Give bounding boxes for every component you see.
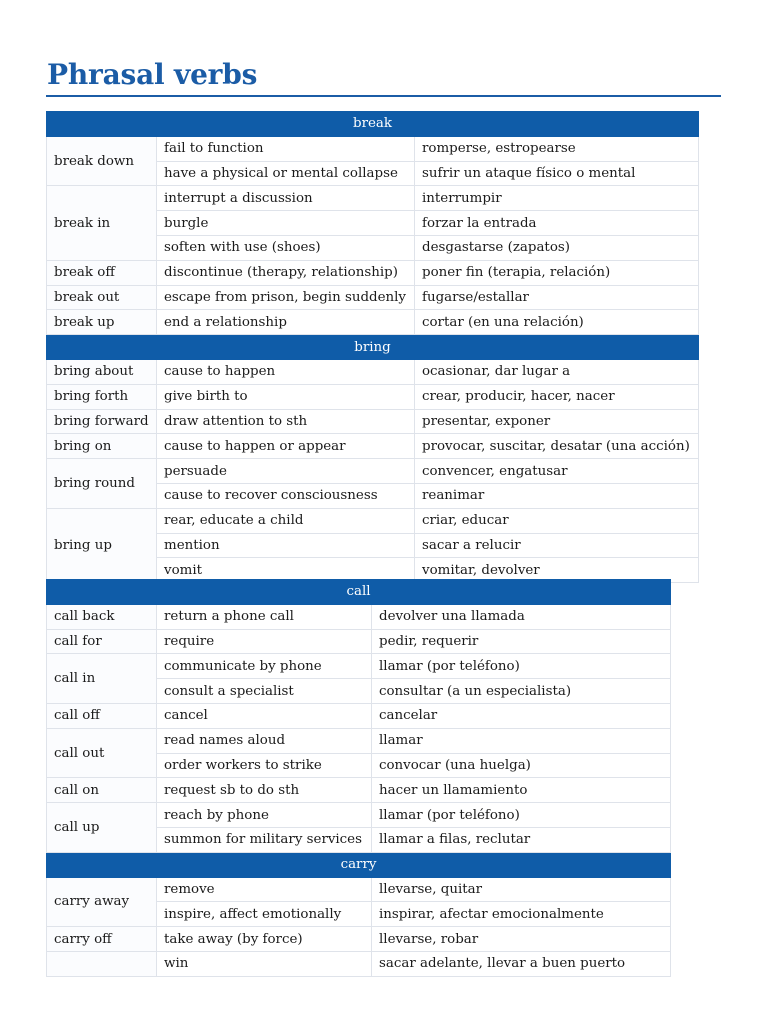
meaning-cell: take away (by force) — [157, 927, 372, 952]
phrasal-verb-cell: bring about — [47, 359, 157, 384]
phrasal-verb-cell: call on — [47, 778, 157, 803]
meaning-cell: communicate by phone — [157, 654, 372, 679]
phrasal-verb-cell: carry off — [47, 927, 157, 952]
meaning-cell: discontinue (therapy, relationship) — [157, 260, 415, 285]
translation-cell: crear, producir, hacer, nacer — [415, 384, 699, 409]
section-heading: call — [47, 580, 671, 605]
table-row — [47, 703, 671, 728]
meaning-cell: inspire, affect emotionally — [157, 902, 372, 927]
section-header-row — [47, 335, 699, 360]
table-row — [47, 384, 699, 409]
table-row — [47, 654, 671, 679]
meaning-cell: mention — [157, 533, 415, 558]
table-row — [47, 604, 671, 629]
table-row — [47, 409, 699, 434]
table-row — [47, 359, 699, 384]
translation-cell: reanimar — [415, 483, 699, 508]
translation-cell: llevarse, robar — [372, 927, 671, 952]
phrasal-verb-cell: bring forth — [47, 384, 157, 409]
translation-cell: llamar a filas, reclutar — [372, 827, 671, 852]
table-row — [47, 285, 699, 310]
phrasal-verb-cell: call for — [47, 629, 157, 654]
translation-cell: llevarse, quitar — [372, 877, 671, 902]
phrasal-verb-cell: break up — [47, 310, 157, 335]
phrasal-verb-cell: bring up — [47, 508, 157, 582]
section-header-row — [47, 112, 699, 137]
phrasal-verb-cell: bring on — [47, 434, 157, 459]
translation-cell: hacer un llamamiento — [372, 778, 671, 803]
section-header-row — [47, 852, 671, 877]
phrasal-verb-cell — [47, 951, 157, 976]
meaning-cell: give birth to — [157, 384, 415, 409]
phrasal-verb-cell: call up — [47, 803, 157, 853]
meaning-cell: consult a specialist — [157, 679, 372, 704]
phrasal-verb-cell: call in — [47, 654, 157, 704]
table-row — [47, 260, 699, 285]
translation-cell: poner fin (terapia, relación) — [415, 260, 699, 285]
translation-cell: inspirar, afectar emocionalmente — [372, 902, 671, 927]
table-row — [47, 434, 699, 459]
meaning-cell: draw attention to sth — [157, 409, 415, 434]
phrasal-verb-cell: bring round — [47, 459, 157, 509]
translation-cell: sufrir un ataque físico o mental — [415, 161, 699, 186]
table-row — [47, 459, 699, 484]
meaning-cell: escape from prison, begin suddenly — [157, 285, 415, 310]
translation-cell: desgastarse (zapatos) — [415, 235, 699, 260]
translation-cell: llamar — [372, 728, 671, 753]
table-row — [47, 778, 671, 803]
translation-cell: provocar, suscitar, desatar (una acción) — [415, 434, 699, 459]
meaning-cell: vomit — [157, 558, 415, 583]
section-header-row — [47, 580, 671, 605]
meaning-cell: cause to happen or appear — [157, 434, 415, 459]
translation-cell: ocasionar, dar lugar a — [415, 359, 699, 384]
translation-cell: llamar (por teléfono) — [372, 654, 671, 679]
translation-cell: cortar (en una relación) — [415, 310, 699, 335]
meaning-cell: cause to recover consciousness — [157, 483, 415, 508]
table-row — [47, 951, 671, 976]
phrasal-verb-cell: call back — [47, 604, 157, 629]
meaning-cell: interrupt a discussion — [157, 186, 415, 211]
meaning-cell: rear, educate a child — [157, 508, 415, 533]
translation-cell: convocar (una huelga) — [372, 753, 671, 778]
meaning-cell: win — [157, 951, 372, 976]
phrasal-verb-cell: break down — [47, 136, 157, 186]
meaning-cell: order workers to strike — [157, 753, 372, 778]
meaning-cell: end a relationship — [157, 310, 415, 335]
translation-cell: criar, educar — [415, 508, 699, 533]
translation-cell: sacar adelante, llevar a buen puerto — [372, 951, 671, 976]
phrasal-verb-cell: break out — [47, 285, 157, 310]
translation-cell: romperse, estropearse — [415, 136, 699, 161]
meaning-cell: have a physical or mental collapse — [157, 161, 415, 186]
meaning-cell: cause to happen — [157, 359, 415, 384]
meaning-cell: burgle — [157, 211, 415, 236]
translation-cell: presentar, exponer — [415, 409, 699, 434]
translation-cell: consultar (a un especialista) — [372, 679, 671, 704]
phrasal-verb-cell: break in — [47, 186, 157, 260]
translation-cell: forzar la entrada — [415, 211, 699, 236]
phrasal-verb-cell: call out — [47, 728, 157, 778]
translation-cell: fugarse/estallar — [415, 285, 699, 310]
table-row — [47, 728, 671, 753]
translation-cell: convencer, engatusar — [415, 459, 699, 484]
meaning-cell: soften with use (shoes) — [157, 235, 415, 260]
meaning-cell: summon for military services — [157, 827, 372, 852]
section-heading: carry — [47, 852, 671, 877]
table-row — [47, 508, 699, 533]
meaning-cell: cancel — [157, 703, 372, 728]
translation-cell: vomitar, devolver — [415, 558, 699, 583]
section-heading: bring — [47, 335, 699, 360]
table-row — [47, 136, 699, 161]
translation-cell: sacar a relucir — [415, 533, 699, 558]
meaning-cell: request sb to do sth — [157, 778, 372, 803]
meaning-cell: return a phone call — [157, 604, 372, 629]
meaning-cell: require — [157, 629, 372, 654]
meaning-cell: persuade — [157, 459, 415, 484]
title-rule — [46, 95, 721, 97]
phrasal-verb-cell: carry away — [47, 877, 157, 927]
table-row — [47, 629, 671, 654]
phrasal-verbs-table-call-carry — [46, 579, 671, 977]
table-row — [47, 927, 671, 952]
phrasal-verb-cell: break off — [47, 260, 157, 285]
page-title: Phrasal verbs — [47, 58, 258, 91]
phrasal-verb-cell: bring forward — [47, 409, 157, 434]
translation-cell: devolver una llamada — [372, 604, 671, 629]
meaning-cell: remove — [157, 877, 372, 902]
meaning-cell: reach by phone — [157, 803, 372, 828]
table-row — [47, 186, 699, 211]
meaning-cell: fail to function — [157, 136, 415, 161]
meaning-cell: read names aloud — [157, 728, 372, 753]
phrasal-verbs-table-break-bring — [46, 111, 699, 583]
table-row — [47, 877, 671, 902]
section-heading: break — [47, 112, 699, 137]
translation-cell: pedir, requerir — [372, 629, 671, 654]
table-row — [47, 310, 699, 335]
phrasal-verb-cell: call off — [47, 703, 157, 728]
translation-cell: llamar (por teléfono) — [372, 803, 671, 828]
table-row — [47, 803, 671, 828]
translation-cell: cancelar — [372, 703, 671, 728]
translation-cell: interrumpir — [415, 186, 699, 211]
